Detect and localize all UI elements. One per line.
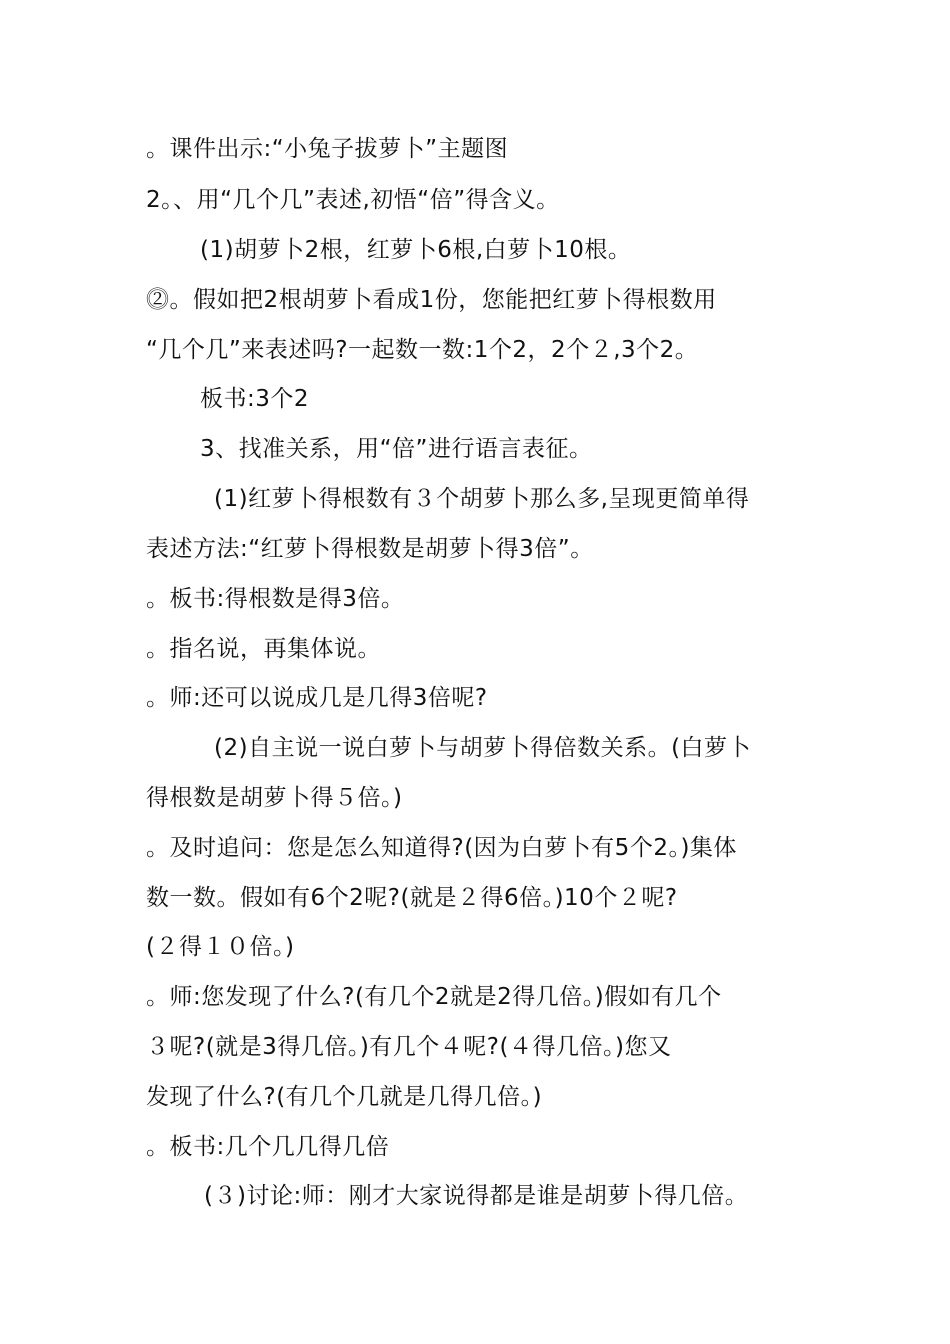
line-white-carrot-answer: 得根数是胡萝卜得５倍。) [146, 785, 403, 811]
line-teacher-question-1: 。师:还可以说成几是几得3倍呢? [146, 685, 488, 711]
line-carrot-counts: (1)胡萝卜2根，红萝卜6根,白萝卜10根。 [200, 237, 632, 263]
line-board-note-2: 。板书:得根数是得3倍。 [146, 586, 405, 612]
line-discussion: (３)讨论:师：刚才大家说得都是谁是胡萝卜得几倍。 [204, 1183, 749, 1209]
line-board-note-3: 。板书:几个几几得几倍 [146, 1134, 390, 1160]
line-discovery: 发现了什么?(有几个几就是几得几倍。) [146, 1084, 543, 1110]
line-question-2: ⓶。假如把2根胡萝卜看成1份，您能把红萝卜得根数用 [146, 287, 717, 313]
line-teacher-question-2: 。师:您发现了什么?(有几个2就是2得几倍。)假如有几个 [146, 984, 722, 1010]
line-follow-up: 。及时追问：您是怎么知道得?(因为白萝卜有5个2。)集体 [146, 835, 737, 861]
line-count-six: 数一数。假如有6个2呢?(就是２得6倍。)10个２呢? [146, 885, 678, 911]
line-step-3: 3、找准关系，用“倍”进行语言表征。 [200, 436, 593, 462]
line-ten-times: (２得１０倍。) [146, 934, 295, 960]
line-white-carrot: (2)自主说一说白萝卜与胡萝卜得倍数关系。(白萝卜 [214, 735, 752, 761]
line-board-note-1: 板书:3个2 [200, 386, 310, 412]
line-count-together: “几个几”来表述吗?一起数一数:1个2，2个２,3个2。 [146, 337, 699, 363]
line-name-call: 。指名说，再集体说。 [146, 636, 381, 662]
line-courseware: 。课件出示:“小兔子拔萝卜”主题图 [146, 136, 509, 162]
line-step-2: 2。、用“几个几”表述,初悟“倍”得含义。 [146, 187, 560, 213]
line-simple-expression: 表述方法:“红萝卜得根数是胡萝卜得3倍”。 [146, 536, 594, 562]
line-three-four: ３呢?(就是3得几倍。)有几个４呢?(４得几倍。)您又 [146, 1034, 672, 1060]
line-red-carrot: (1)红萝卜得根数有３个胡萝卜那么多,呈现更简单得 [214, 486, 750, 512]
